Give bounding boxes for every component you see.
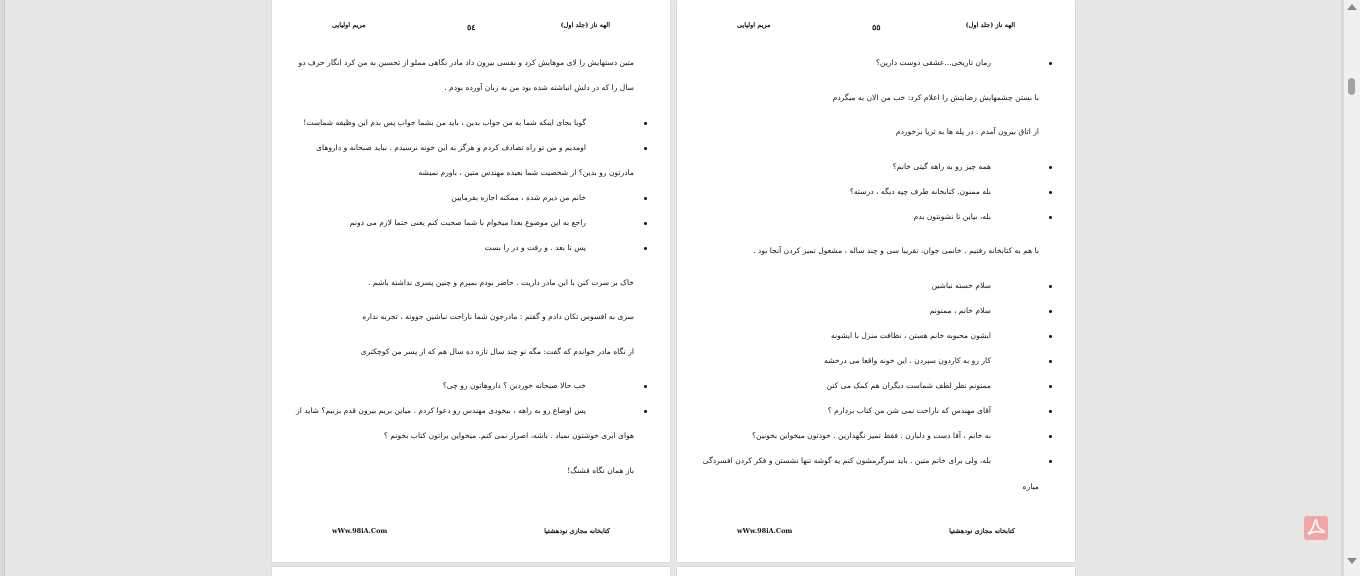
footer-library: کتابخانه مجازی نودهشتیا [949,527,1015,535]
text-line: با بستن چشمهایش رضایتش را اعلام کرد: خب من الان به میگردم [832,93,1039,102]
text-line: بله، بیاین تا نشونتون بدم [913,212,991,221]
text-line: متین دستهایش را لای موهایش کرد و نفسی بیرون داد مادر نگاهی مملو از تحسین به من کرد انگار حرف دو [298,58,634,67]
text-line: میاره [1022,482,1039,491]
text-line: آقای مهندس که ناراحت نمی شن من کتاب بردارم ؟ [827,406,991,415]
bullet [644,122,647,125]
bullet [644,247,647,250]
vertical-scrollbar[interactable] [1343,0,1360,576]
text-line: گویا بجای اینکه شما به من جواب بدین ، باید من بشما جواب پس بدم این وظیفه شماست! [303,118,586,127]
bullet [644,410,647,413]
pdf-viewer[interactable] [4,0,1341,576]
text-line: با هم به کتابخانه رفتیم . خانمی جوان، تقریبا سی و چند ساله ، مشغول تمیز کردن آنجا بود . [753,246,1039,255]
header-author: مریم اولیایی [332,21,366,29]
scroll-up-icon[interactable] [1347,4,1357,10]
bullet [1049,62,1052,65]
text-line: سلام خانم ، ممنونم [929,306,991,315]
page-number: ٥٥ [872,22,881,32]
text-line: راجع به این موضوع بعدا میخوام با شما صحبت کنم یعنی حتما لازم می دونم [349,218,586,227]
text-line: مادرتون رو بدین؟ از شخصیت شما بعیده مهندس متین ، باورم نمیشه [418,168,634,177]
bullet [1049,166,1052,169]
text-line: همه چیز رو به راهه گیتی خانم؟ [892,162,991,171]
bullet [644,222,647,225]
bullet [1049,335,1052,338]
footer-website: wWw.98iA.Com [332,527,388,535]
text-line: خاک بر سرت کنن با این مادر داریت . حاضر بودم بمیرم و چنین پسری نداشته باشم . [368,278,634,287]
acrobat-icon [1304,516,1328,540]
bullet [1049,310,1052,313]
page-55 [677,0,1075,562]
text-line: رمان تاریخی...عشقی دوست دارین؟ [876,58,991,67]
page-54 [272,0,670,562]
bullet [644,385,647,388]
text-line: کار رو به کاردون سپردن . این خونه واقعا می درخشه [824,356,991,365]
text-line: سلام خسته نباشین [931,281,991,290]
text-line: ایشون محبوبه خانم هستن ، نظافت منزل با ایشونه [831,331,991,340]
bullet [1049,460,1052,463]
scroll-down-icon[interactable] [1347,558,1357,564]
text-line: اومدیم و من تو راه تصادف کردم و هرگز به این خونه نرسیدم . نباید صبحانه و داروهای [316,143,586,152]
header-author: مریم اولیایی [737,21,771,29]
page-57-edge [677,567,1075,576]
text-line: خانم من دیرم شده ، ممکنه اجازه بفرمایین [451,193,586,202]
pdf-icon[interactable] [1304,516,1328,540]
text-line: ممنونم نظر لطف شماست دیگران هم کمک می کنن [826,381,991,390]
text-line: بله، ولی برای خانم متین . باید سرگرمشون کنم یه گوشه تنها نشستن و فکر کردن افسردگی [702,456,991,465]
text-line: هوای ابری خوشتون نمیاد . باشه، اصرار نمی کنم. میخواین براتون کتاب بخونم ؟ [383,431,634,440]
page-number: ٥٤ [467,22,476,32]
text-line: پس اوضاع رو به راهه ، بیخودی مهندس رو دعوا کردم . میاین بریم بیرون قدم بزنیم؟ شاید از [296,406,586,415]
bullet [1049,410,1052,413]
bullet [644,147,647,150]
text-line: سری به افسوس تکان دادم و گفتم : مادرجون شما ناراحت نباشین جوونه ، تجربه نداره [362,312,634,321]
header-book-title: الهه ناز (جلد اول) [965,21,1015,29]
text-line: بله ممنون. کتابخانه طرف چپه دیگه ، درسته؟ [849,187,991,196]
footer-website: wWw.98iA.Com [737,527,793,535]
page-56-edge [272,567,670,576]
header-book-title: الهه ناز (جلد اول) [560,21,610,29]
text-line: پس تا بعد . و رفت و در را بست [484,243,586,252]
text-line: باز همان نگاه قشنگ! [567,466,634,475]
bullet [1049,385,1052,388]
text-line: سال را که در دلش انباشته شده بود من به زبان آورده بودم . [444,83,634,92]
scrollbar-thumb[interactable] [1348,78,1355,95]
bullet [1049,216,1052,219]
text-line: از اتاق بیرون آمدم . در پله ها به ثریا برخوردم [895,127,1039,136]
text-line: نه خانم ، آقا دست و دلبازن . فقط تمیز نگهدارین . خودتون میخواین بخونین؟ [752,431,991,440]
bullet [1049,435,1052,438]
text-line: از نگاه مادر خواندم که گفت: مگه تو چند سال تازه ده سال هم که از پسر من کوچکتری [360,347,634,356]
footer-library: کتابخانه مجازی نودهشتیا [544,527,610,535]
bullet [1049,360,1052,363]
bullet [644,197,647,200]
text-line: خب حالا صبحانه خوردین ؟ داروهاتون رو چی؟ [442,381,586,390]
bullet [1049,191,1052,194]
bullet [1049,285,1052,288]
